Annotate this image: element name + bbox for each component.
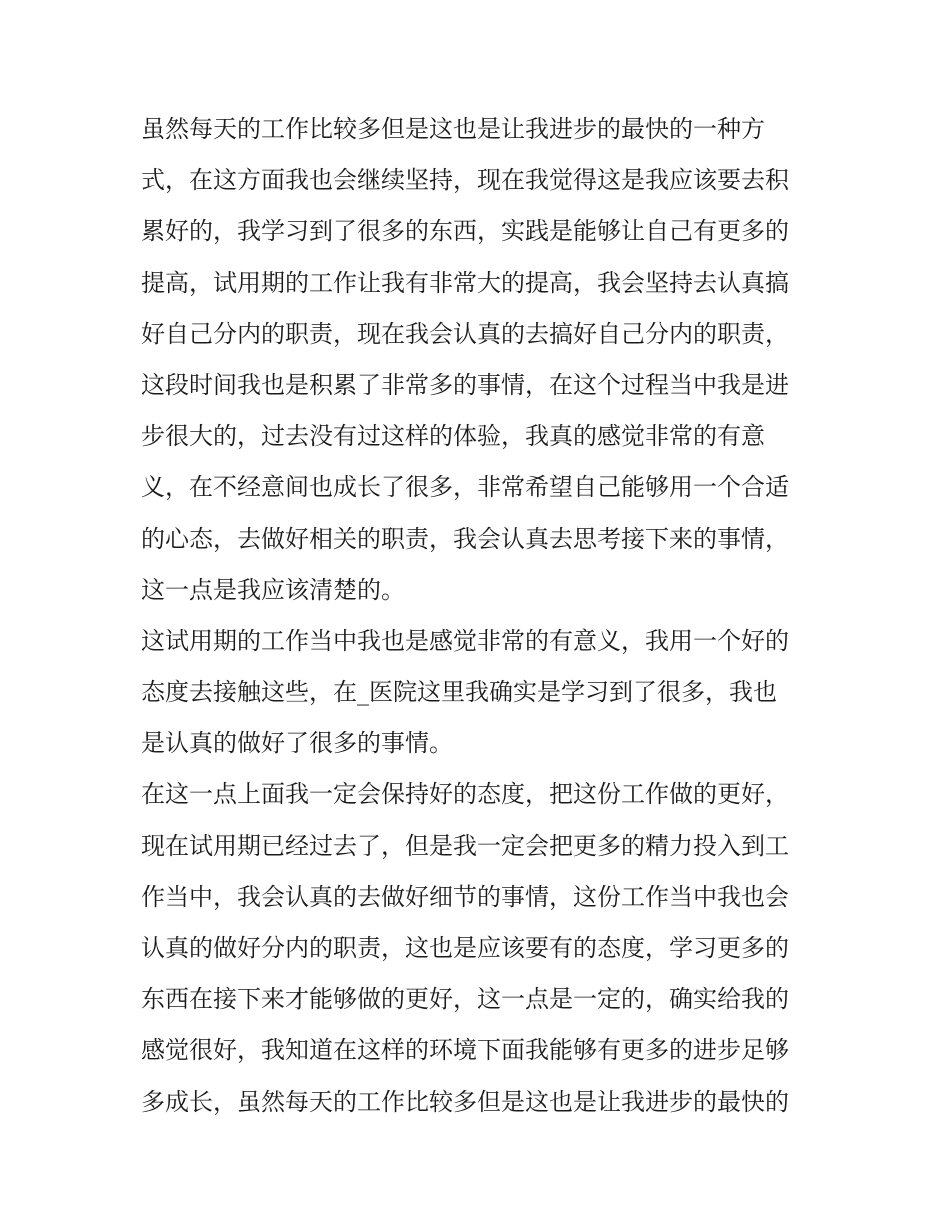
text-line: 态度去接触这些，在_医院这里我确实是学习到了很多，我也: [141, 678, 777, 707]
text-line: 提高，试用期的工作让我有非常大的提高，我会坚持去认真搞: [141, 268, 789, 297]
paragraph-1: [141, 104, 821, 616]
paragraph-2: [141, 616, 821, 770]
text-line: 是认真的做好了很多的事情。: [141, 729, 453, 758]
text-line: 的心态，去做好相关的职责，我会认真去思考接下来的事情，: [141, 524, 789, 553]
text-line: 在这一点上面我一定会保持好的态度，把这份工作做的更好，: [141, 780, 789, 809]
text-line: 这段时间我也是积累了非常多的事情，在这个过程当中我是进: [141, 370, 789, 399]
text-line: 认真的做好分内的职责，这也是应该要有的态度，学习更多的: [141, 934, 789, 962]
text-line: 这一点是我应该清楚的。: [141, 575, 405, 604]
text-line: 好自己分内的职责，现在我会认真的去搞好自己分内的职责，: [141, 319, 789, 348]
text-line: 步很大的，过去没有过这样的体验，我真的感觉非常的有意: [141, 422, 765, 451]
text-line: 作当中，我会认真的去做好细节的事情，这份工作当中我也会: [141, 882, 789, 911]
text-line: 感觉很好，我知道在这样的环境下面我能够有更多的进步足够: [141, 1036, 789, 1065]
text-line: 东西在接下来才能够做的更好，这一点是一定的，确实给我的: [141, 985, 789, 1014]
document-body: [141, 104, 821, 1128]
text-line: 多成长，虽然每天的工作比较多但是这也是让我进步的最快的: [141, 1087, 789, 1116]
text-line: 义，在不经意间也成长了很多，非常希望自己能够用一个合适: [141, 473, 789, 502]
text-line: 式，在这方面我也会继续坚持，现在我觉得这是我应该要去积: [141, 166, 789, 195]
text-line: 虽然每天的工作比较多但是这也是让我进步的最快的一种方: [141, 115, 765, 143]
text-line: 这试用期的工作当中我也是感觉非常的有意义，我用一个好的: [141, 626, 789, 655]
text-line: 累好的，我学习到了很多的东西，实践是能够让自己有更多的: [141, 217, 789, 246]
paragraph-3: [141, 769, 821, 1127]
text-line: 现在试用期已经过去了，但是我一定会把更多的精力投入到工: [141, 831, 789, 860]
